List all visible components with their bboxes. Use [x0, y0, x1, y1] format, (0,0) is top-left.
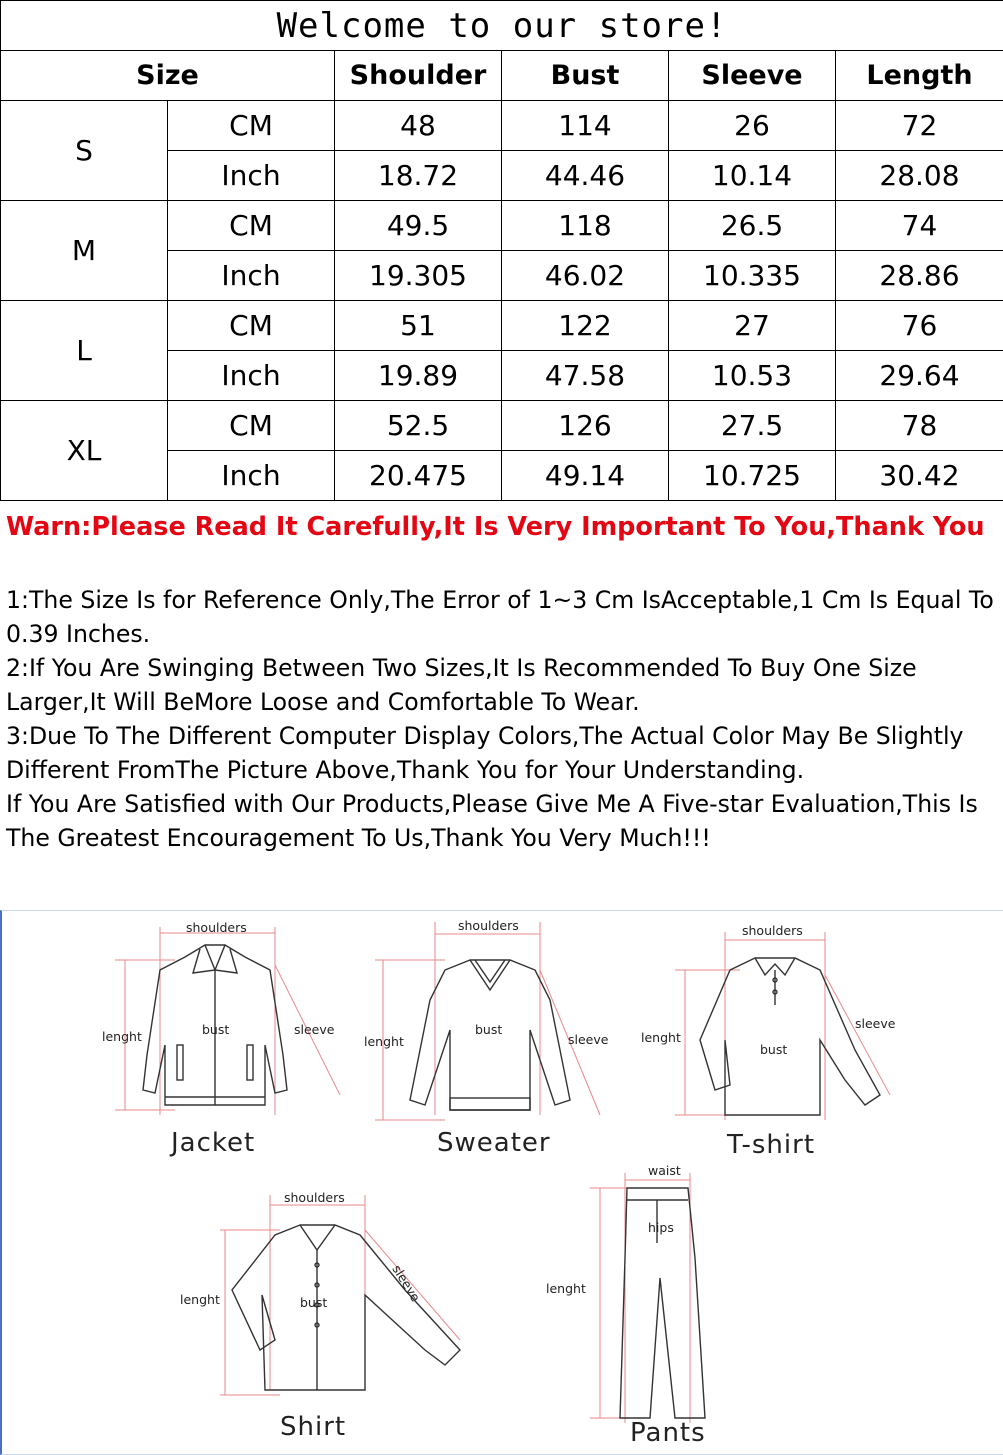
unit-cell: Inch [168, 351, 335, 401]
value-cell: 78 [836, 401, 1003, 451]
unit-cell: Inch [168, 251, 335, 301]
note-item: 2:If You Are Swinging Between Two Sizes,It Is Recommended To Buy One Size Larger,It Will BeMore Loose and Comfortable To Wear. [6, 654, 917, 716]
value-cell: 26 [669, 101, 836, 151]
tshirt-caption: T-shirt [727, 1130, 816, 1160]
value-cell: 10.53 [669, 351, 836, 401]
value-cell: 46.02 [502, 251, 669, 301]
pants-illustration [585, 1168, 735, 1428]
jacket-shoulders-label: shoulders [186, 920, 247, 935]
shirt-bust-label: bust [300, 1295, 328, 1310]
tshirt-length-label: lenght [641, 1030, 681, 1045]
value-cell: 27.5 [669, 401, 836, 451]
value-cell: 76 [836, 301, 1003, 351]
value-cell: 51 [335, 301, 502, 351]
value-cell: 29.64 [836, 351, 1003, 401]
value-cell: 10.725 [669, 451, 836, 501]
value-cell: 49.14 [502, 451, 669, 501]
unit-cell: Inch [168, 451, 335, 501]
tshirt-shoulders-label: shoulders [742, 923, 803, 938]
unit-cell: CM [168, 301, 335, 351]
value-cell: 19.305 [335, 251, 502, 301]
sweater-length-label: lenght [364, 1034, 404, 1049]
measurement-guide [0, 910, 1003, 1455]
shirt-illustration [220, 1190, 480, 1410]
size-label: S [1, 101, 168, 201]
value-cell: 28.86 [836, 251, 1003, 301]
value-cell: 10.335 [669, 251, 836, 301]
jacket-caption: Jacket [171, 1128, 256, 1158]
col-header-length: Length [836, 51, 1003, 101]
value-cell: 19.89 [335, 351, 502, 401]
note-item: 3:Due To The Different Computer Display Colors,The Actual Color May Be Slightly Different FromThe Picture Above,Thank You for Your Understanding. [6, 722, 964, 784]
shirt-shoulders-label: shoulders [284, 1190, 345, 1205]
value-cell: 114 [502, 101, 669, 151]
value-cell: 26.5 [669, 201, 836, 251]
warning-heading: Warn:Please Read It Carefully,It Is Very Important To You,Thank You [6, 512, 985, 542]
pants-caption: Pants [630, 1418, 706, 1448]
value-cell: 126 [502, 401, 669, 451]
table-row [1, 301, 1003, 351]
sweater-caption: Sweater [437, 1128, 551, 1158]
pants-waist-label: waist [648, 1163, 681, 1178]
table-row [1, 401, 1003, 451]
jacket-sleeve-label: sleeve [294, 1022, 335, 1037]
col-header-sleeve: Sleeve [669, 51, 836, 101]
sweater-bust-label: bust [475, 1022, 503, 1037]
unit-cell: CM [168, 401, 335, 451]
note-item: If You Are Satisfied with Our Products,Please Give Me A Five-star Evaluation,This Is The Greatest Encouragement To Us,Thank You Very Much!!! [6, 790, 978, 852]
size-chart-table [0, 0, 1003, 501]
value-cell: 118 [502, 201, 669, 251]
jacket-length-label: lenght [102, 1029, 142, 1044]
value-cell: 18.72 [335, 151, 502, 201]
col-header-size: Size [1, 51, 335, 101]
pants-length-label: lenght [546, 1281, 586, 1296]
table-row [1, 201, 1003, 251]
size-label: XL [1, 401, 168, 501]
sweater-sleeve-label: sleeve [568, 1032, 609, 1047]
value-cell: 48 [335, 101, 502, 151]
value-cell: 30.42 [836, 451, 1003, 501]
size-label: M [1, 201, 168, 301]
value-cell: 28.08 [836, 151, 1003, 201]
value-cell: 72 [836, 101, 1003, 151]
note-item: 1:The Size Is for Reference Only,The Error of 1~3 Cm IsAcceptable,1 Cm Is Equal To 0.39 Inches. [6, 586, 994, 648]
value-cell: 27 [669, 301, 836, 351]
pants-hips-label: hips [648, 1220, 674, 1235]
sweater-shoulders-label: shoulders [458, 918, 519, 933]
shirt-caption: Shirt [280, 1412, 347, 1442]
jacket-bust-label: bust [202, 1022, 230, 1037]
table-row [1, 101, 1003, 151]
unit-cell: Inch [168, 151, 335, 201]
shirt-sleeve-label: sleeve [389, 1262, 424, 1305]
notes-block [6, 583, 1000, 855]
col-header-bust: Bust [502, 51, 669, 101]
welcome-banner: Welcome to our store! [1, 1, 1003, 51]
value-cell: 74 [836, 201, 1003, 251]
value-cell: 49.5 [335, 201, 502, 251]
shirt-length-label: lenght [180, 1292, 220, 1307]
value-cell: 52.5 [335, 401, 502, 451]
tshirt-sleeve-label: sleeve [855, 1016, 896, 1031]
col-header-shoulder: Shoulder [335, 51, 502, 101]
unit-cell: CM [168, 101, 335, 151]
value-cell: 20.475 [335, 451, 502, 501]
size-label: L [1, 301, 168, 401]
value-cell: 122 [502, 301, 669, 351]
value-cell: 47.58 [502, 351, 669, 401]
unit-cell: CM [168, 201, 335, 251]
value-cell: 44.46 [502, 151, 669, 201]
value-cell: 10.14 [669, 151, 836, 201]
tshirt-bust-label: bust [760, 1042, 788, 1057]
